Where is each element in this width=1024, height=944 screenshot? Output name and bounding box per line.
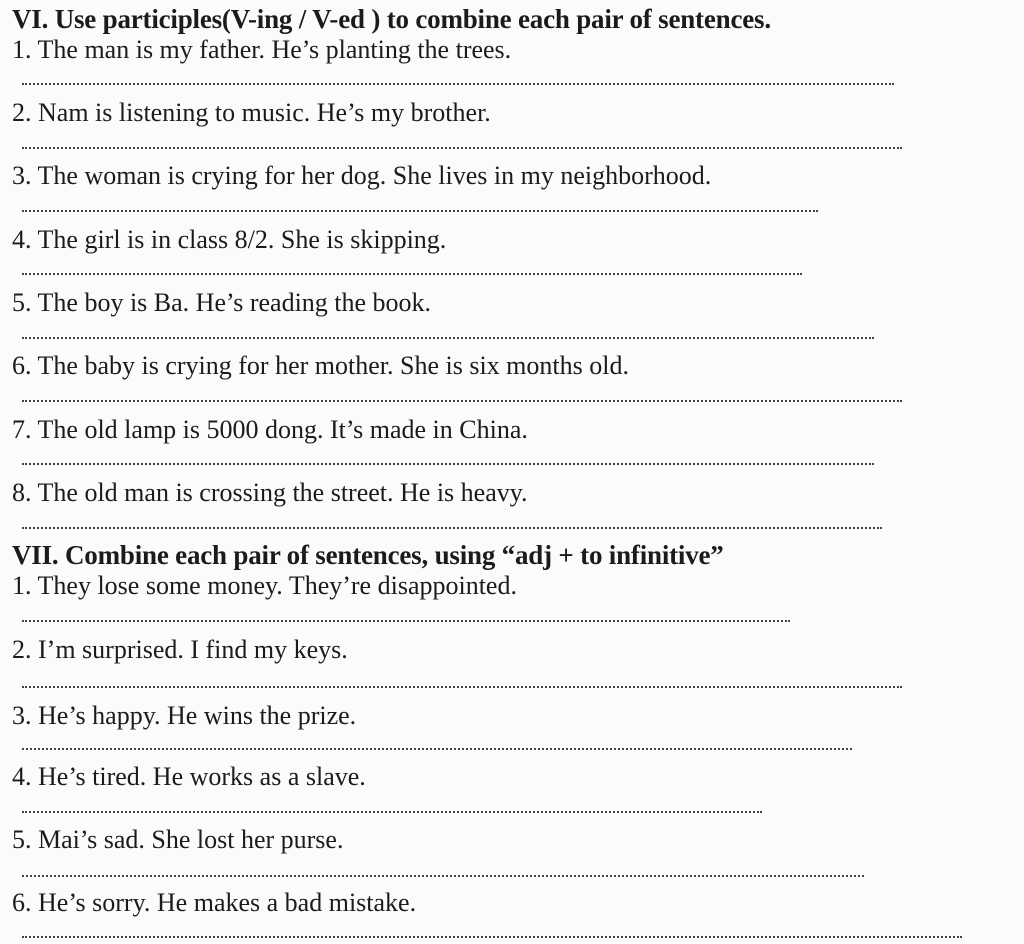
s7-item-4: 4. He’s tired. He works as a slave. [12, 762, 366, 791]
s7-item-2: 2. I’m surprised. I find my keys. [12, 635, 348, 664]
s7-answer-line-5[interactable] [22, 875, 864, 877]
s6-item-2: 2. Nam is listening to music. He’s my brother. [12, 98, 491, 127]
s6-item-1: 1. The man is my father. He’s planting the trees. [12, 35, 512, 64]
s7-answer-line-2[interactable] [22, 686, 902, 688]
s7-item-6: 6. He’s sorry. He makes a bad mistake. [12, 888, 417, 917]
s6-item-5: 5. The boy is Ba. He’s reading the book. [12, 288, 432, 317]
s7-answer-line-1[interactable] [22, 620, 790, 622]
s7-item-3: 3. He’s happy. He wins the prize. [12, 701, 357, 730]
s6-answer-line-4[interactable] [22, 273, 802, 275]
s6-item-8: 8. The old man is crossing the street. He is heavy. [12, 478, 528, 507]
s7-answer-line-4[interactable] [22, 811, 762, 813]
s6-answer-line-7[interactable] [22, 463, 874, 465]
s7-item-5: 5. Mai’s sad. She lost her purse. [12, 825, 344, 854]
s6-answer-line-3[interactable] [22, 210, 818, 212]
s6-answer-line-8[interactable] [22, 527, 882, 529]
s6-item-6: 6. The baby is crying for her mother. She is six months old. [12, 351, 629, 380]
s6-answer-line-6[interactable] [22, 400, 902, 402]
s6-item-3: 3. The woman is crying for her dog. She lives in my neighborhood. [12, 161, 712, 190]
section-6-title: VI. Use participles(V-ing / V-ed ) to combine each pair of sentences. [12, 4, 771, 34]
s7-item-1: 1. They lose some money. They’re disappointed. [12, 571, 517, 600]
s6-item-7: 7. The old lamp is 5000 dong. It’s made in China. [12, 415, 528, 444]
s7-answer-line-6[interactable] [22, 936, 962, 938]
s6-answer-line-1[interactable] [22, 83, 894, 85]
s6-answer-line-2[interactable] [22, 147, 902, 149]
s7-answer-line-3[interactable] [22, 748, 852, 750]
s6-answer-line-5[interactable] [22, 337, 874, 339]
section-7-title: VII. Combine each pair of sentences, using “adj + to infinitive” [12, 540, 724, 570]
s6-item-4: 4. The girl is in class 8/2. She is skipping. [12, 225, 447, 254]
